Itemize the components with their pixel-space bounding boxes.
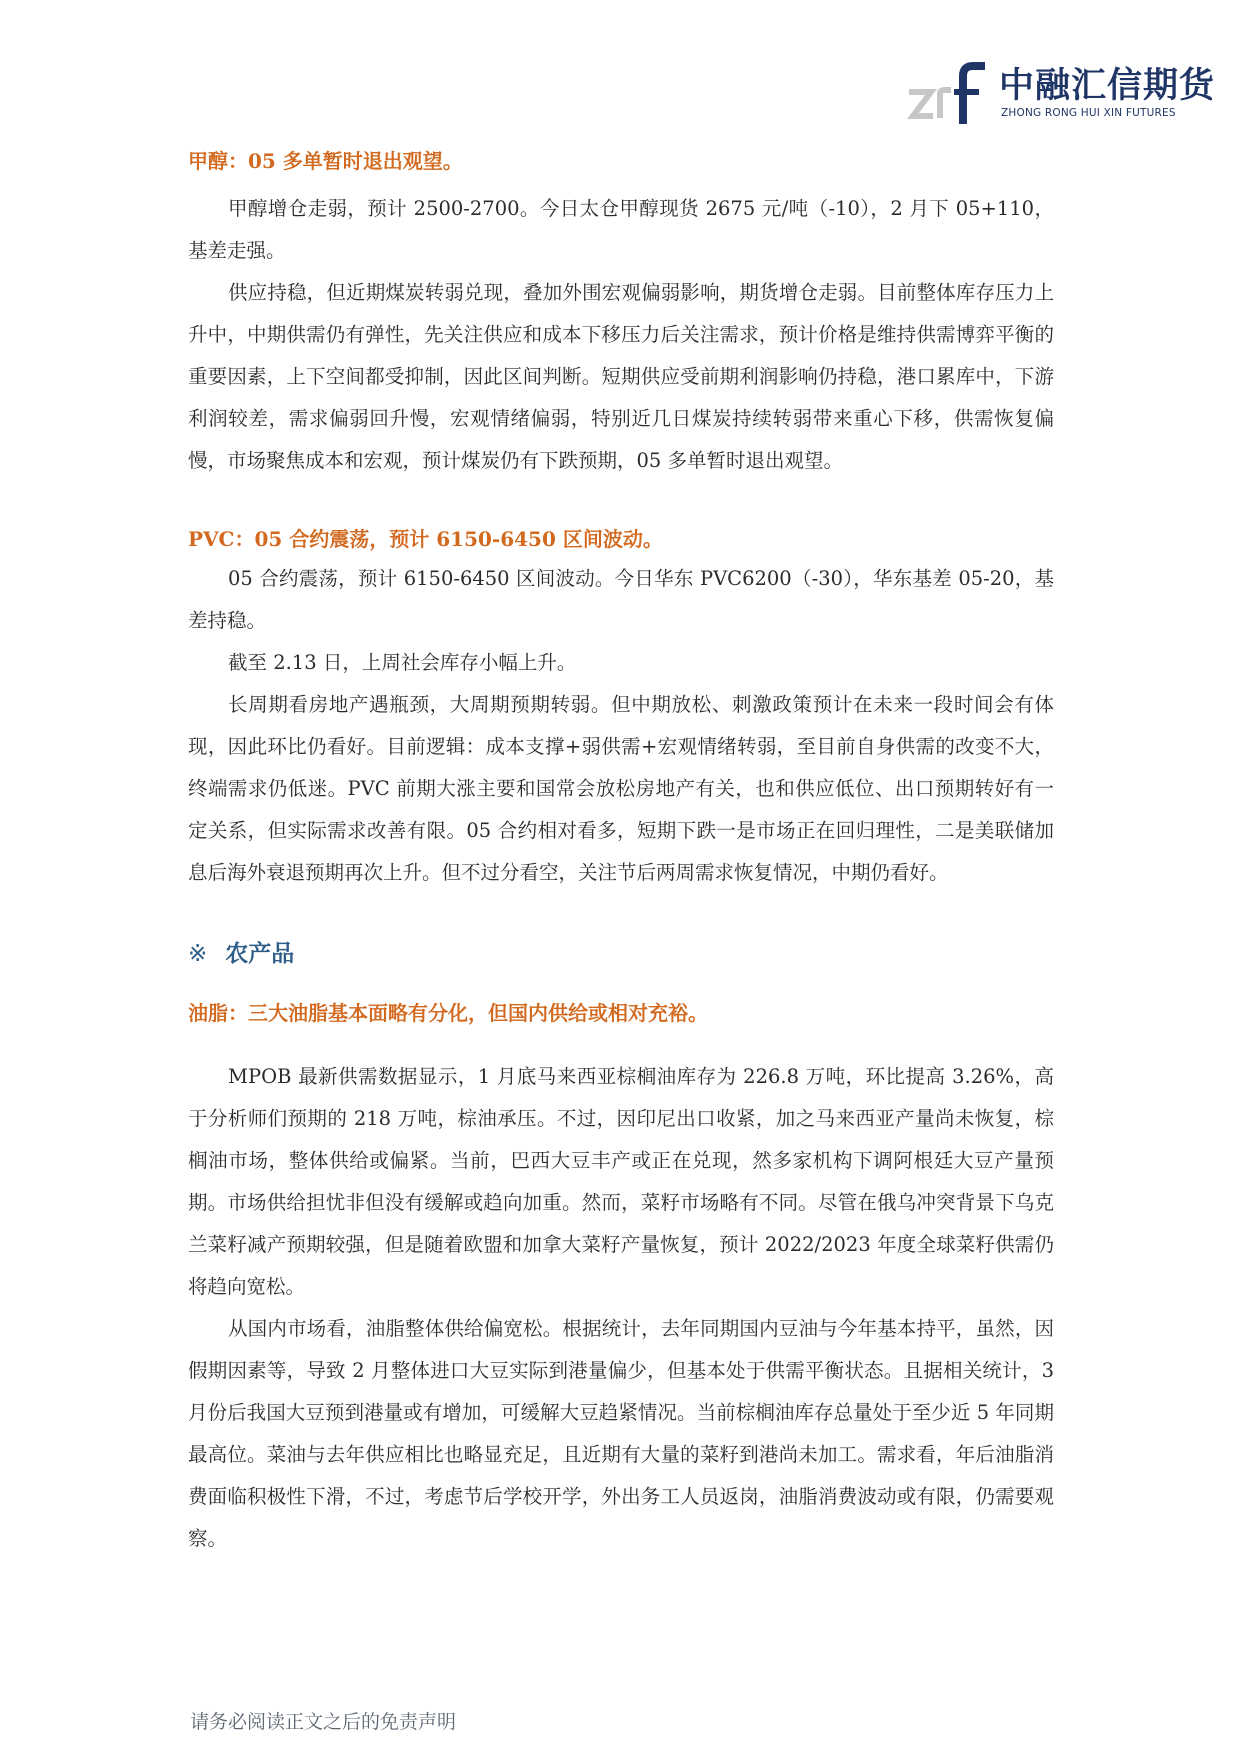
methanol-heading: 甲醇：05 多单暂时退出观望。 xyxy=(188,149,463,173)
methanol-paragraph-2: 供应持稳，但近期煤炭转弱兑现，叠加外围宏观偏弱影响，期货增仓走弱。目前整体库存压力上升中，中期供需仍有弹性，先关注供应和成本下移压力后关注需求，预计价格是维持供需博弈平衡的重要因素，上下空间都受抑制，因此区间判断。短期供应受前期利润影响仍持稳，港口累库中，下游利润较差，需求偏弱回升慢，宏观情绪偏弱，特别近几日煤炭持续转弱带来重心下移，供需恢复偏慢，市场聚焦成本和宏观，预计煤炭仍有下跌预期，05 多单暂时退出观望。 xyxy=(188,281,1054,472)
pvc-heading: PVC：05 合约震荡，预计 6150-6450 区间波动。 xyxy=(188,527,663,551)
report-content xyxy=(188,146,1054,1560)
pvc-paragraph-2: 截至 2.13 日，上周社会库存小幅上升。 xyxy=(228,651,577,674)
reference-mark-icon: ※ xyxy=(188,941,208,967)
company-logo xyxy=(907,62,1216,124)
section-title-agri xyxy=(188,938,1054,970)
company-name-en: ZHONG RONG HUI XIN FUTURES xyxy=(1001,107,1176,119)
zrf-logo-icon xyxy=(907,62,987,124)
pvc-paragraph-1: 05 合约震荡，预计 6150-6450 区间波动。今日华东 PVC6200（-30），华东基差 05-20，基差持稳。 xyxy=(188,567,1054,632)
oils-paragraph-1: MPOB 最新供需数据显示，1 月底马来西亚棕榈油库存为 226.8 万吨，环比提高 3.26%，高于分析师们预期的 218 万吨，棕油承压。不过，因印尼出口收紧，加之马来西亚产量尚未恢复，棕榈油市场，整体供给或偏紧。当前，巴西大豆丰产或正在兑现，然多家机构下调阿根廷大豆产量预期。市场供给担忧非但没有缓解或趋向加重。然而，菜籽市场略有不同。尽管在俄乌冲突背景下乌克兰菜籽减产预期较强，但是随着欧盟和加拿大菜籽产量恢复，预计 2022/2023 年度全球菜籽供需仍将趋向宽松。 xyxy=(188,1065,1054,1298)
pvc-paragraph-3: 长周期看房地产遇瓶颈，大周期预期转弱。但中期放松、刺激政策预计在未来一段时间会有体现，因此环比仍看好。目前逻辑：成本支撑+弱供需+宏观情绪转弱，至目前自身供需的改变不大，终端需求仍低迷。PVC 前期大涨主要和国常会放松房地产有关，也和供应低位、出口预期转好有一定关系，但实际需求改善有限。05 合约相对看多，短期下跌一是市场正在回归理性，二是美联储加息后海外衰退预期再次上升。但不过分看空，关注节后两周需求恢复情况，中期仍看好。 xyxy=(188,693,1054,884)
footer-disclaimer: 请务必阅读正文之后的免责声明 xyxy=(190,1711,457,1733)
section-title-text: 农产品 xyxy=(225,940,295,967)
oils-heading: 油脂：三大油脂基本面略有分化，但国内供给或相对充裕。 xyxy=(188,1001,708,1025)
company-name-cn: 中融汇信期货 xyxy=(999,66,1216,106)
oils-paragraph-2: 从国内市场看，油脂整体供给偏宽松。根据统计，去年同期国内豆油与今年基本持平，虽然，因假期因素等，导致 2 月整体进口大豆实际到港量偏少，但基本处于供需平衡状态。且据相关统计，3 月份后我国大豆预到港量或有增加，可缓解大豆趋紧情况。当前棕榈油库存总量处于至少近 5 年同期最高位。菜油与去年供应相比也略显充足，且近期有大量的菜籽到港尚未加工。需求看，年后油脂消费面临积极性下滑，不过，考虑节后学校开学，外出务工人员返岗，油脂消费波动或有限，仍需要观察。 xyxy=(188,1317,1054,1550)
methanol-paragraph-1: 甲醇增仓走弱，预计 2500-2700。今日太仓甲醇现货 2675 元/吨（-10），2 月下 05+110，基差走强。 xyxy=(188,197,1054,262)
